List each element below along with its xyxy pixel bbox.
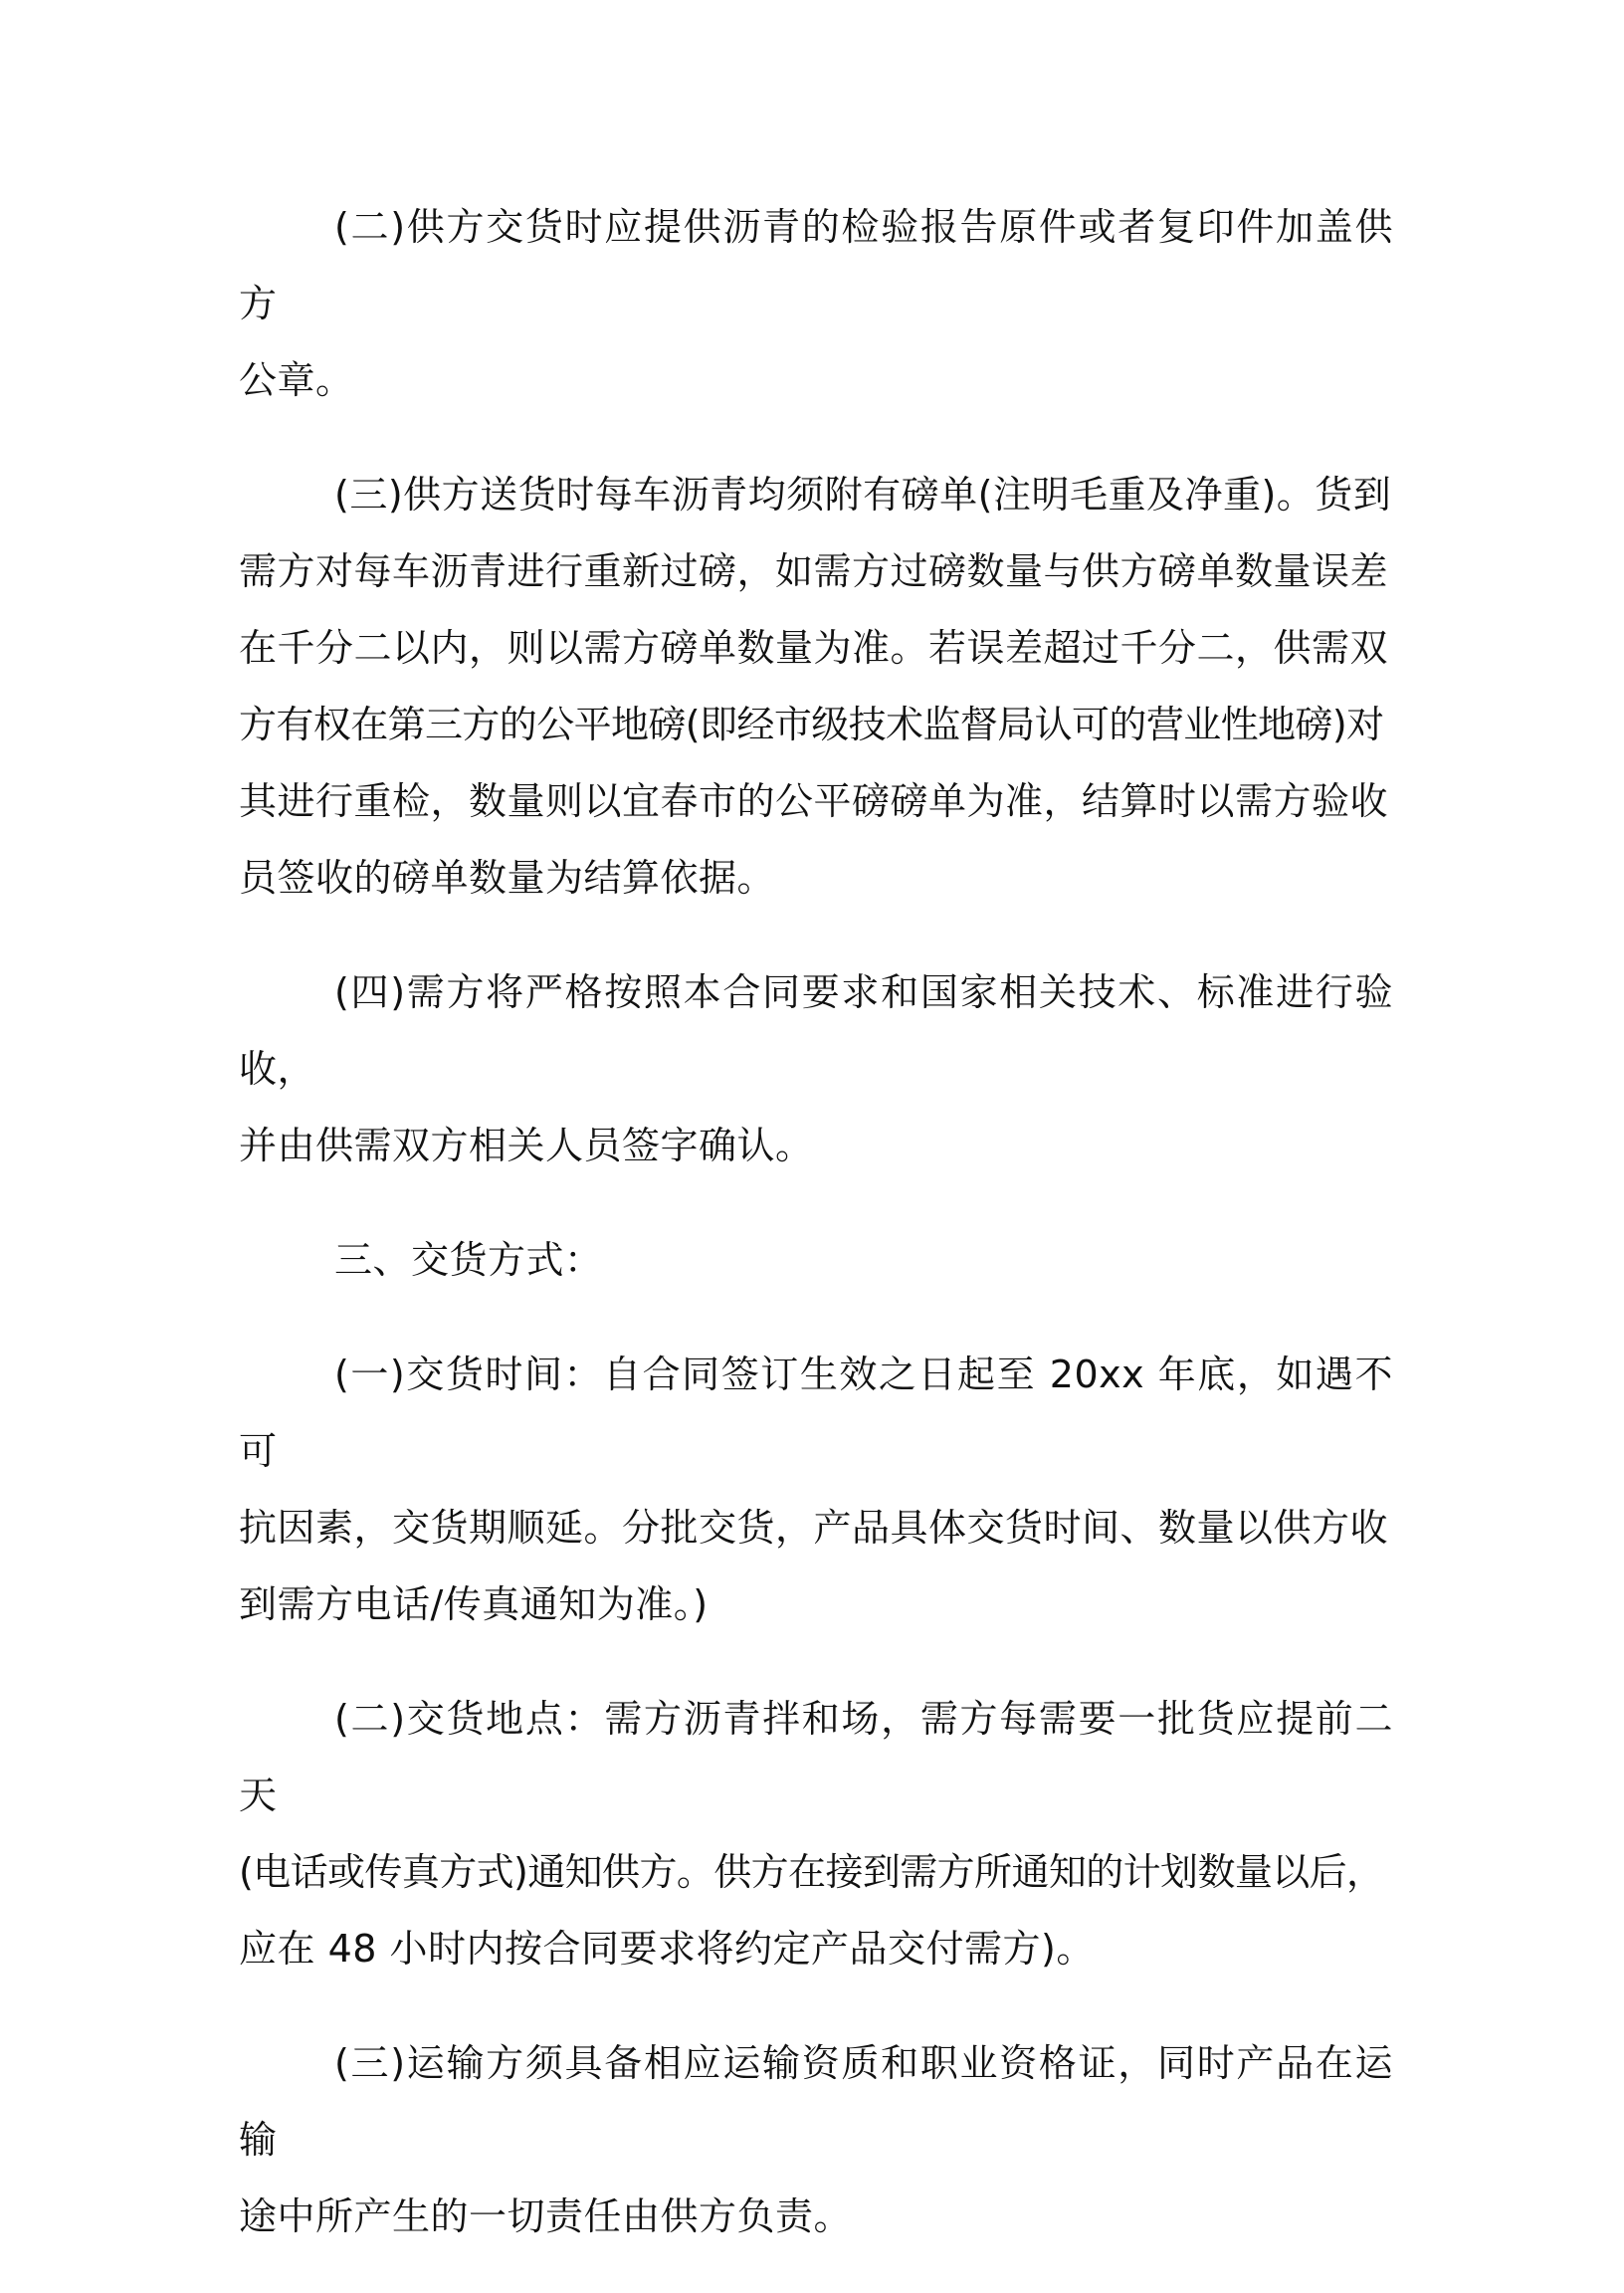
paragraph-weighing-ticket: [239, 457, 1393, 917]
paragraph-delivery-time: [239, 1337, 1393, 1643]
text-line: 抗因素，交货期顺延。分批交货，产品具体交货时间、数量以供方收: [239, 1506, 1389, 1550]
paragraph-transport-liability: [239, 2025, 1393, 2255]
document-body: [239, 189, 1393, 2293]
text-line: 需方对每车沥青进行重新过磅，如需方过磅数量与供方磅单数量误差: [239, 549, 1389, 593]
text-line: (三)运输方须具备相应运输资质和职业资格证，同时产品在运输: [239, 2041, 1393, 2162]
text-line: 应在 48 小时内按合同要求将约定产品交付需方)。: [239, 1927, 1095, 1971]
paragraph-supplier-inspection-report: [239, 189, 1393, 419]
text-line: (一)交货时间：自合同签订生效之日起至 20xx 年底，如遇不可: [239, 1353, 1393, 1473]
text-line: 途中所产生的一切责任由供方负责。: [239, 2194, 853, 2238]
text-line: (电话或传真方式)通知供方。供方在接到需方所通知的计划数量以后，: [239, 1850, 1384, 1894]
text-line: 其进行重检，数量则以宜春市的公平磅磅单为准，结算时以需方验收: [239, 779, 1389, 823]
text-line: 方有权在第三方的公平地磅(即经市级技术监督局认可的营业性地磅)对: [239, 703, 1384, 746]
text-line: (四)需方将严格按照本合同要求和国家相关技术、标准进行验收，: [239, 970, 1393, 1091]
text-line: (二)交货地点：需方沥青拌和场，需方每需要一批货应提前二天: [239, 1697, 1393, 1817]
text-line: 员签收的磅单数量为结算依据。: [239, 856, 776, 900]
text-line: 到需方电话/传真通知为准。): [239, 1582, 709, 1626]
text-line: 公章。: [239, 358, 354, 402]
paragraph-buyer-acceptance: [239, 954, 1393, 1184]
text-line: (二)供方交货时应提供沥青的检验报告原件或者复印件加盖供方: [239, 205, 1393, 325]
text-line: 在千分二以内，则以需方磅单数量为准。若误差超过千分二，供需双: [239, 626, 1389, 670]
text-line: 并由供需双方相关人员签字确认。: [239, 1124, 814, 1167]
section-heading-delivery-method: [239, 1222, 1393, 1299]
paragraph-delivery-location: [239, 1681, 1393, 1987]
heading-text: 三、交货方式：: [334, 1238, 603, 1282]
text-line: (三)供方送货时每车沥青均须附有磅单(注明毛重及净重)。货到: [334, 473, 1392, 517]
